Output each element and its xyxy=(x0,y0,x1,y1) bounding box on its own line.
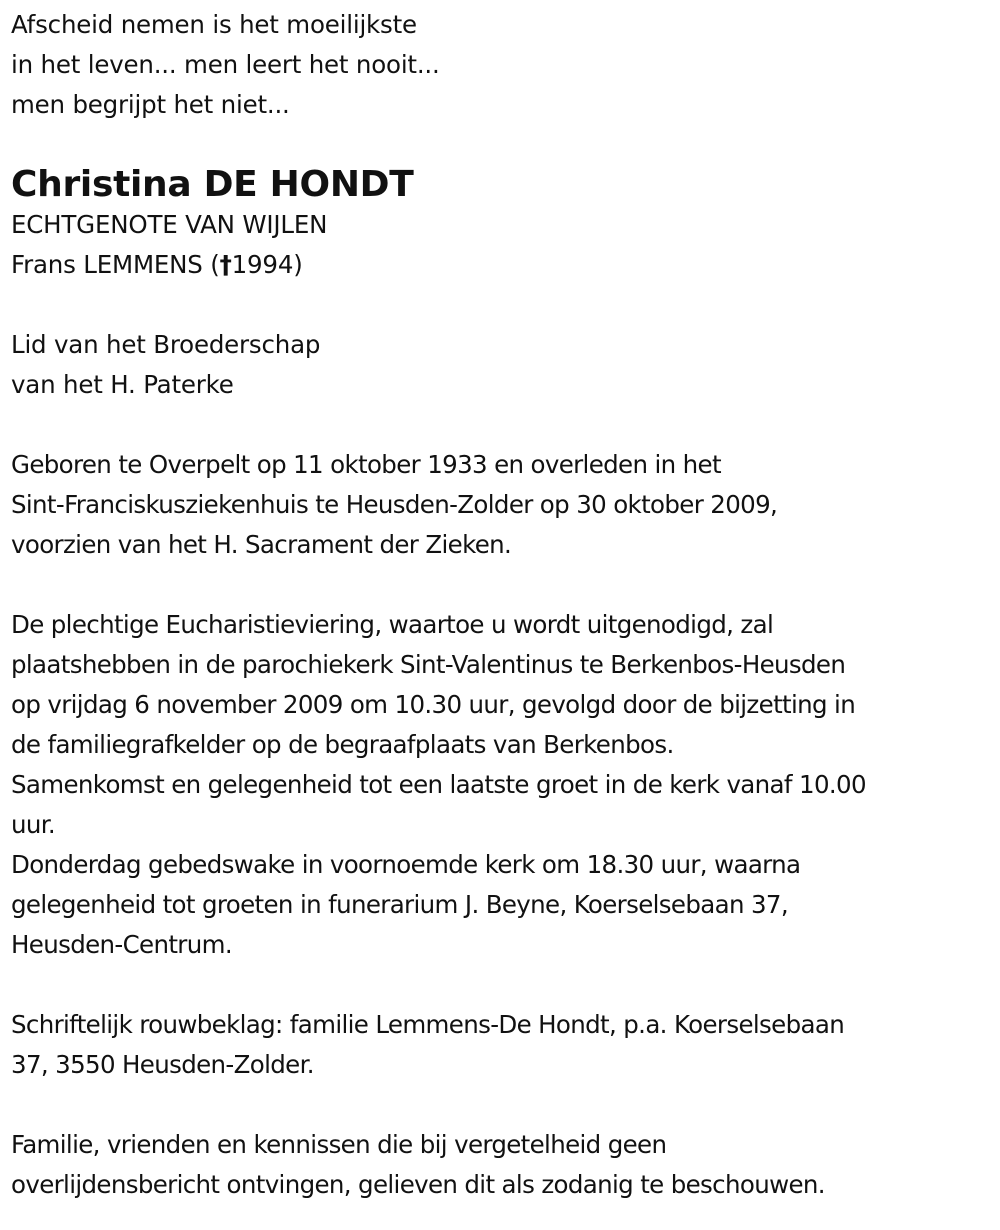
ceremony-line: De plechtige Eucharistieviering, waartoe u wordt uitgenodigd, zal xyxy=(11,610,774,639)
birth-death-line: Geboren te Overpelt op 11 oktober 1933 en overleden in het xyxy=(11,450,721,479)
cross-icon: † xyxy=(219,250,232,279)
birth-death-block xyxy=(11,445,996,565)
membership-line: van het H. Paterke xyxy=(11,370,234,399)
relation-label: ECHTGENOTE VAN WIJLEN xyxy=(11,210,328,239)
ceremony-block xyxy=(11,605,996,965)
spouse-death-year: 1994) xyxy=(231,250,303,279)
condolences-line: Schriftelijk rouwbeklag: familie Lemmens-De Hondt, p.a. Koerselsebaan xyxy=(11,1010,845,1039)
spacer xyxy=(11,405,996,445)
birth-death-line: Sint-Franciskusziekenhuis te Heusden-Zolder op 30 oktober 2009, xyxy=(11,490,778,519)
ceremony-line: Samenkomst en gelegenheid tot een laatste groet in de kerk vanaf 10.00 xyxy=(11,770,866,799)
poem xyxy=(11,5,996,125)
poem-line: men begrijpt het niet... xyxy=(11,90,290,119)
deceased-name: Christina DE HONDT xyxy=(11,164,414,205)
spacer xyxy=(11,125,996,165)
closing-block xyxy=(11,1125,996,1205)
spacer xyxy=(11,965,996,1005)
spacer xyxy=(11,1085,996,1125)
spacer xyxy=(11,565,996,605)
ceremony-line: gelegenheid tot groeten in funerarium J. Beyne, Koerselsebaan 37, xyxy=(11,890,788,919)
birth-death-line: voorzien van het H. Sacrament der Zieken. xyxy=(11,530,512,559)
condolences-block xyxy=(11,1005,996,1085)
spouse-name: Frans LEMMENS ( xyxy=(11,250,220,279)
spacer xyxy=(11,285,996,325)
membership-block xyxy=(11,325,996,405)
spouse-line xyxy=(11,245,996,285)
closing-line: overlijdensbericht ontvingen, gelieven dit als zodanig te beschouwen. xyxy=(11,1170,825,1199)
ceremony-line: plaatshebben in de parochiekerk Sint-Valentinus te Berkenbos-Heusden xyxy=(11,650,846,679)
membership-line: Lid van het Broederschap xyxy=(11,330,321,359)
condolences-line: 37, 3550 Heusden-Zolder. xyxy=(11,1050,314,1079)
ceremony-line: uur. xyxy=(11,810,56,839)
poem-line: Afscheid nemen is het moeilijkste xyxy=(11,10,417,39)
ceremony-line: de familiegrafkelder op de begraafplaats van Berkenbos. xyxy=(11,730,674,759)
poem-line: in het leven... men leert het nooit... xyxy=(11,50,440,79)
ceremony-line: op vrijdag 6 november 2009 om 10.30 uur, gevolgd door de bijzetting in xyxy=(11,690,856,719)
obituary-notice xyxy=(11,5,996,1205)
ceremony-line: Donderdag gebedswake in voornoemde kerk om 18.30 uur, waarna xyxy=(11,850,801,879)
deceased-block xyxy=(11,165,996,285)
closing-line: Familie, vrienden en kennissen die bij vergetelheid geen xyxy=(11,1130,667,1159)
ceremony-line: Heusden-Centrum. xyxy=(11,930,232,959)
